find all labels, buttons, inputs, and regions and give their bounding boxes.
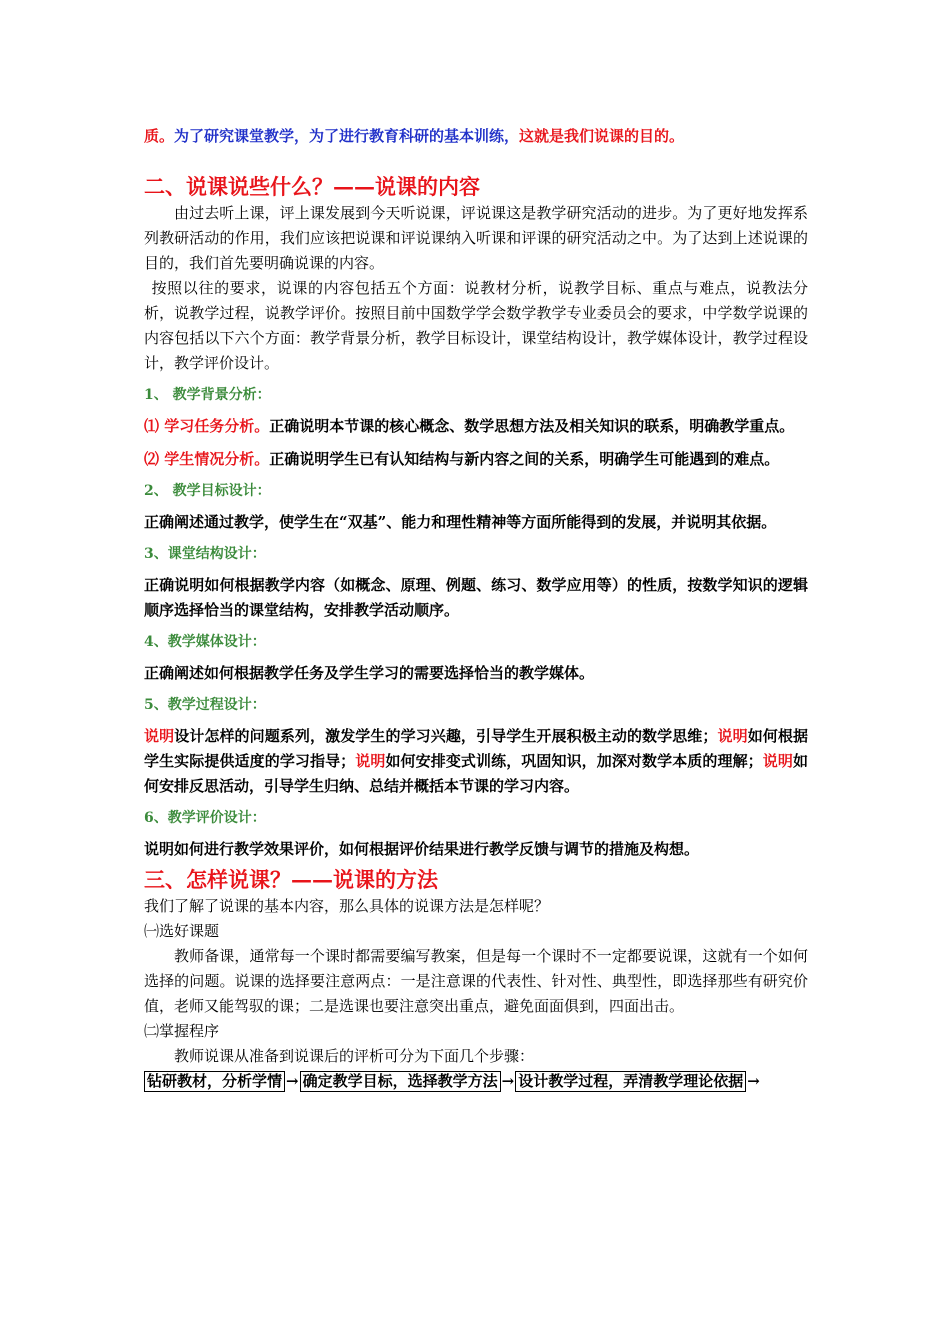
intro-paragraph <box>144 124 808 149</box>
section2-paragraph-1: 由过去听上课，评上课发展到今天听说课，评说课这是教学研究活动的进步。为了更好地发挥系列教研活动的作用，我们应该把说课和评说课纳入听课和评课的研究活动之中。为了达到上述说课的目的，我们首先要明确说课的内容。 <box>144 204 808 272</box>
item1-a-label: ⑴ 学习任务分析。 <box>144 417 270 435</box>
section3-intro: 我们了解了说课的基本内容，那么具体的说课方法是怎样呢？ <box>144 897 550 915</box>
item3-title: 3、课堂结构设计： <box>144 546 266 562</box>
item5-text-4: 如何安排反思活动，引导学生归纳、总结并概括本节课的学习内容。 <box>144 752 808 795</box>
item5-keyword-4: 说明 <box>762 752 793 770</box>
intro-part-1: 质。 <box>144 127 175 145</box>
item1-title: 1、 教学背景分析： <box>144 387 271 403</box>
section2-heading: 二、说课说些什么？——说课的内容 <box>144 174 480 199</box>
flow-arrow-icon: → <box>747 1072 760 1090</box>
flow-step-2: 确定教学目标，选择教学方法 <box>300 1071 501 1092</box>
item5-keyword-2: 说明 <box>717 727 748 745</box>
section3-paragraph-2: 教师说课从准备到说课后的评析可分为下面几个步骤： <box>174 1047 535 1065</box>
document-page <box>144 124 808 1092</box>
item1-a <box>144 414 808 439</box>
flow-step-3: 设计教学过程，弄清教学理论依据 <box>515 1071 746 1092</box>
item6-title: 6、教学评价设计： <box>144 810 266 826</box>
intro-part-2: 为了研究课堂教学，为了进行教育科研的基本训练， <box>174 127 520 145</box>
item5-keyword-3: 说明 <box>355 752 386 770</box>
item1-b-text: 正确说明学生已有认知结构与新内容之间的关系，明确学生可能遇到的难点。 <box>269 450 780 468</box>
item5-text-1: 设计怎样的问题系列，激发学生的学习兴趣，引导学生开展积极主动的数学思维； <box>174 727 718 745</box>
item5-title: 5、教学过程设计： <box>144 697 266 713</box>
item2-text: 正确阐述通过教学，使学生在“双基”、能力和理性精神等方面所能得到的发展，并说明其依据。 <box>144 513 777 531</box>
item1-b-label: ⑵ 学生情况分析。 <box>144 450 270 468</box>
section3-paragraph-1: 教师备课，通常每一个课时都需要编写教案，但是每一个课时不一定都要说课，这就有一个如何选择的问题。说课的选择要注意两点：一是注意课的代表性、针对性、典型性，即选择那些有研究价值，老师又能驾驭的课；二是选课也要注意突出重点，避免面面俱到，四面出击。 <box>144 947 808 1015</box>
item5-text <box>144 724 808 799</box>
item5-text-3: 如何安排变式训练，巩固知识，加深对数学本质的理解； <box>385 752 763 770</box>
item5-keyword-1: 说明 <box>144 727 175 745</box>
section2-paragraph-2: 按照以往的要求，说课的内容包括五个方面：说教材分析，说教学目标、重点与难点，说教法分析，说教学过程，说教学评价。按照目前中国数学学会数学教学专业委员会的要求，中学数学说课的内容包括以下六个方面：教学背景分析，教学目标设计，课堂结构设计，教学媒体设计，教学过程设计，教学评价设计。 <box>144 279 808 372</box>
item2-title: 2、 教学目标设计： <box>144 483 271 499</box>
item5-text-2: 如何根据学生实际提供适度的学习指导； <box>144 727 808 770</box>
flow-arrow-icon: → <box>501 1072 515 1090</box>
section3-subheading-2: ㈡掌握程序 <box>144 1022 220 1040</box>
intro-part-3: 这就是我们说课的目的。 <box>519 127 685 145</box>
item6-text: 说明如何进行教学效果评价，如何根据评价结果进行教学反馈与调节的措施及构想。 <box>144 840 700 858</box>
section3-heading: 三、怎样说课？——说课的方法 <box>144 867 438 892</box>
item3-text: 正确说明如何根据教学内容（如概念、原理、例题、练习、数学应用等）的性质，按数学知识的逻辑顺序选择恰当的课堂结构，安排教学活动顺序。 <box>144 576 808 619</box>
item1-b <box>144 447 808 472</box>
item4-title: 4、教学媒体设计： <box>144 634 266 650</box>
item1-a-text: 正确说明本节课的核心概念、数学思想方法及相关知识的联系，明确教学重点。 <box>269 417 795 435</box>
flow-step-1: 钻研教材，分析学情 <box>144 1071 285 1092</box>
flow-arrow-icon: → <box>286 1072 299 1090</box>
item4-text: 正确阐述如何根据教学任务及学生学习的需要选择恰当的教学媒体。 <box>144 664 595 682</box>
procedure-flow <box>144 1071 808 1092</box>
section3-subheading-1: ㈠选好课题 <box>144 922 220 940</box>
